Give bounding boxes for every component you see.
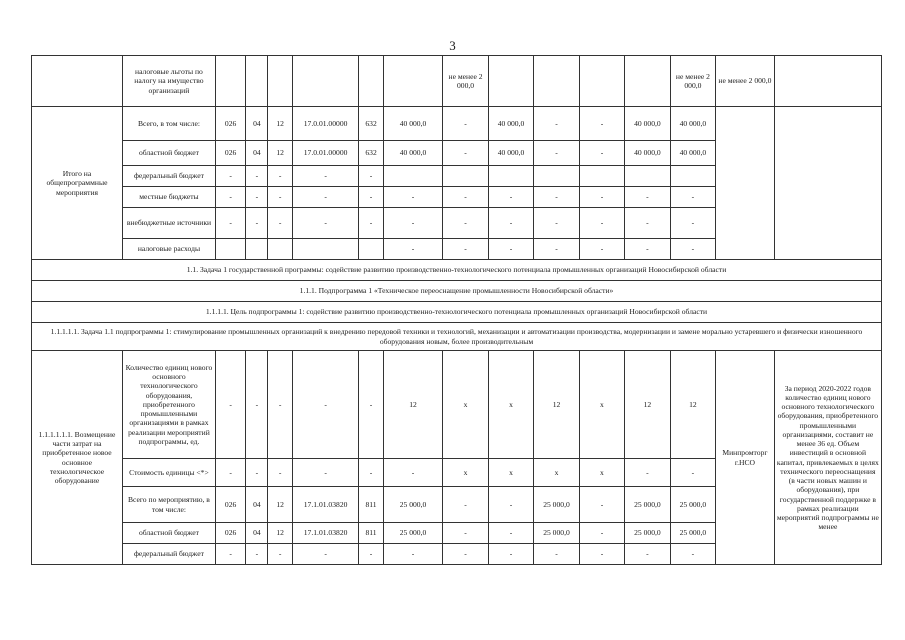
- vr-cell: [359, 239, 383, 260]
- pr-cell: -: [268, 459, 292, 487]
- row-label: Количество единиц нового основного технологического оборудования, приобретенного промышленными организациями в рамках реализации мероприятий подпрограммы, ед.: [122, 351, 215, 459]
- vr-cell: -: [359, 459, 383, 487]
- value-cell: х: [443, 351, 488, 459]
- rz-cell: 04: [246, 523, 268, 544]
- pr-cell: -: [268, 351, 292, 459]
- vr-cell: -: [359, 208, 383, 239]
- grbs-cell: [215, 239, 245, 260]
- rz-cell: -: [246, 166, 268, 187]
- value-cell: -: [670, 208, 715, 239]
- pr-cell: 12: [268, 487, 292, 523]
- value-cell: 40 000,0: [488, 107, 533, 141]
- value-cell: -: [670, 239, 715, 260]
- value-cell: -: [443, 523, 488, 544]
- value-cell: [488, 166, 533, 187]
- csr-cell: 17.0.01.00000: [292, 141, 359, 166]
- rz-cell: -: [246, 544, 268, 565]
- value-cell: -: [625, 544, 670, 565]
- value-cell: 25 000,0: [625, 487, 670, 523]
- vr-cell: -: [359, 166, 383, 187]
- value-cell: -: [534, 187, 579, 208]
- grbs-cell: 026: [215, 523, 245, 544]
- table-cell: [488, 56, 533, 107]
- value-cell: 25 000,0: [534, 523, 579, 544]
- grbs-cell: -: [215, 166, 245, 187]
- value-cell: 25 000,0: [383, 523, 443, 544]
- rz-cell: -: [246, 351, 268, 459]
- value-cell: -: [534, 544, 579, 565]
- pr-cell: -: [268, 187, 292, 208]
- value-cell: 25 000,0: [670, 487, 715, 523]
- value-cell: 25 000,0: [534, 487, 579, 523]
- value-cell: -: [443, 544, 488, 565]
- value-cell: 40 000,0: [670, 107, 715, 141]
- section-row: [32, 260, 882, 281]
- table-cell: [292, 56, 359, 107]
- value-cell: -: [488, 523, 533, 544]
- value-cell: -: [383, 459, 443, 487]
- value-cell: х: [488, 459, 533, 487]
- value-cell: 12: [534, 351, 579, 459]
- value-cell: -: [488, 487, 533, 523]
- table-cell: [534, 56, 579, 107]
- goal-heading: 1.1.1.1. Цель подпрограммы 1: содействие развитию производственно-технологического потенциала промышленных организаций Новосибирской области: [32, 302, 882, 323]
- value-cell: х: [488, 351, 533, 459]
- csr-cell: -: [292, 187, 359, 208]
- program-measures-table: [31, 55, 882, 565]
- grbs-cell: -: [215, 351, 245, 459]
- csr-cell: 17.1.01.03820: [292, 487, 359, 523]
- value-cell: -: [534, 208, 579, 239]
- value-cell: 40 000,0: [383, 107, 443, 141]
- value-cell: -: [625, 208, 670, 239]
- value-cell: -: [443, 208, 488, 239]
- value-cell: 25 000,0: [670, 523, 715, 544]
- page-number: 3: [449, 38, 456, 53]
- value-cell: 12: [383, 351, 443, 459]
- value-cell: -: [670, 187, 715, 208]
- value-cell: 12: [625, 351, 670, 459]
- executor-cell: [716, 107, 775, 260]
- vr-cell: 632: [359, 107, 383, 141]
- row-label: федеральный бюджет: [122, 544, 215, 565]
- subtask-heading: 1.1.1.1.1. Задача 1.1 подпрограммы 1: стимулирование промышленных организаций к внедрению передовой техники и технологий, механизации и автоматизации производства, модернизации и замене морально устаревшего и физически изношенного оборудования новым, более производительным: [32, 323, 882, 351]
- row-label: местные бюджеты: [122, 187, 215, 208]
- rz-cell: -: [246, 187, 268, 208]
- value-cell: -: [383, 187, 443, 208]
- value-cell: -: [625, 187, 670, 208]
- vr-cell: 632: [359, 141, 383, 166]
- row-label: Всего по мероприятию, в том числе:: [122, 487, 215, 523]
- pr-cell: 12: [268, 523, 292, 544]
- pr-cell: 12: [268, 141, 292, 166]
- grbs-cell: 026: [215, 487, 245, 523]
- value-cell: [383, 166, 443, 187]
- grbs-cell: -: [215, 187, 245, 208]
- table-cell: не менее 2 000,0: [670, 56, 715, 107]
- value-cell: -: [488, 544, 533, 565]
- vr-cell: -: [359, 544, 383, 565]
- section-row: [32, 302, 882, 323]
- value-cell: -: [443, 239, 488, 260]
- table-cell: [774, 56, 881, 107]
- table-cell: [32, 56, 123, 107]
- value-cell: -: [579, 544, 624, 565]
- value-cell: -: [383, 208, 443, 239]
- value-cell: -: [579, 208, 624, 239]
- value-cell: [625, 166, 670, 187]
- rz-cell: 04: [246, 141, 268, 166]
- value-cell: -: [443, 487, 488, 523]
- value-cell: 25 000,0: [625, 523, 670, 544]
- pr-cell: -: [268, 166, 292, 187]
- table-cell: [383, 56, 443, 107]
- value-cell: -: [383, 544, 443, 565]
- table-cell: не менее 2 000,0: [716, 56, 775, 107]
- executor-cell: Минпромторг г.НСО: [716, 351, 775, 565]
- value-cell: -: [625, 459, 670, 487]
- row-label: Стоимость единицы <*>: [122, 459, 215, 487]
- row-label: федеральный бюджет: [122, 166, 215, 187]
- table-row: [32, 56, 882, 107]
- table-row: [32, 351, 882, 459]
- value-cell: х: [443, 459, 488, 487]
- value-cell: 25 000,0: [383, 487, 443, 523]
- value-cell: -: [383, 239, 443, 260]
- csr-cell: -: [292, 544, 359, 565]
- value-cell: -: [534, 141, 579, 166]
- csr-cell: -: [292, 208, 359, 239]
- value-cell: -: [534, 239, 579, 260]
- result-cell: [774, 107, 881, 260]
- task-heading: 1.1. Задача 1 государственной программы: содействие развитию производственно-технологического потенциала промышленных организаций Новосибирской области: [32, 260, 882, 281]
- vr-cell: 811: [359, 523, 383, 544]
- value-cell: -: [579, 187, 624, 208]
- csr-cell: 17.1.01.03820: [292, 523, 359, 544]
- value-cell: -: [579, 107, 624, 141]
- table-cell: [246, 56, 268, 107]
- value-cell: х: [534, 459, 579, 487]
- subprogram-heading: 1.1.1. Подпрограмма 1 «Техническое переоснащение промышленности Новосибирской области»: [32, 281, 882, 302]
- row-label: внебюджетные источники: [122, 208, 215, 239]
- row-label: областной бюджет: [122, 141, 215, 166]
- grbs-cell: -: [215, 208, 245, 239]
- value-cell: -: [625, 239, 670, 260]
- vr-cell: 811: [359, 487, 383, 523]
- section-row: [32, 323, 882, 351]
- grbs-cell: -: [215, 459, 245, 487]
- csr-cell: -: [292, 351, 359, 459]
- value-cell: -: [488, 208, 533, 239]
- table-cell: [625, 56, 670, 107]
- rz-cell: 04: [246, 487, 268, 523]
- table-row: [32, 107, 882, 141]
- value-cell: -: [534, 107, 579, 141]
- value-cell: -: [443, 141, 488, 166]
- pr-cell: -: [268, 208, 292, 239]
- table-cell: [579, 56, 624, 107]
- pr-cell: [268, 239, 292, 260]
- row-label: налоговые расходы: [122, 239, 215, 260]
- grbs-cell: -: [215, 544, 245, 565]
- csr-cell: 17.0.01.00000: [292, 107, 359, 141]
- measure-title: 1.1.1.1.1.1. Возмещение части затрат на приобретенное новое основное технологическое оборудование: [32, 351, 123, 565]
- csr-cell: -: [292, 166, 359, 187]
- value-cell: [443, 166, 488, 187]
- value-cell: 40 000,0: [625, 141, 670, 166]
- csr-cell: -: [292, 459, 359, 487]
- csr-cell: [292, 239, 359, 260]
- value-cell: 40 000,0: [383, 141, 443, 166]
- value-cell: 12: [670, 351, 715, 459]
- value-cell: -: [670, 459, 715, 487]
- pr-cell: -: [268, 544, 292, 565]
- grbs-cell: 026: [215, 107, 245, 141]
- value-cell: -: [488, 187, 533, 208]
- value-cell: [670, 166, 715, 187]
- value-cell: -: [443, 107, 488, 141]
- value-cell: х: [579, 459, 624, 487]
- value-cell: -: [579, 239, 624, 260]
- rz-cell: -: [246, 459, 268, 487]
- value-cell: [579, 166, 624, 187]
- section-row: [32, 281, 882, 302]
- table-cell: [359, 56, 383, 107]
- pr-cell: 12: [268, 107, 292, 141]
- vr-cell: -: [359, 351, 383, 459]
- value-cell: -: [443, 187, 488, 208]
- rz-cell: 04: [246, 107, 268, 141]
- value-cell: -: [579, 487, 624, 523]
- vr-cell: -: [359, 187, 383, 208]
- table-cell: не менее 2 000,0: [443, 56, 488, 107]
- value-cell: 40 000,0: [670, 141, 715, 166]
- row-label: областной бюджет: [122, 523, 215, 544]
- table-cell: [268, 56, 292, 107]
- total-title: Итого на общепрограммные мероприятия: [32, 107, 123, 260]
- row-label: Всего, в том числе:: [122, 107, 215, 141]
- value-cell: -: [488, 239, 533, 260]
- value-cell: 40 000,0: [488, 141, 533, 166]
- rz-cell: -: [246, 208, 268, 239]
- value-cell: 40 000,0: [625, 107, 670, 141]
- result-cell: За период 2020-2022 годов количество единиц нового основного технологического оборудования, приобретенного промышленными организациями, составит не менее 36 ед. Объем инвестиций в основной капитал, привлекаемых в целях технического переоснащения (в части новых машин и оборудования), при государственной поддержке в рамках реализации мероприятий подпрограммы не менее: [774, 351, 881, 565]
- table-cell: [215, 56, 245, 107]
- value-cell: -: [670, 544, 715, 565]
- value-cell: -: [579, 523, 624, 544]
- value-cell: -: [579, 141, 624, 166]
- row-label: налоговые льготы по налогу на имущество организаций: [122, 56, 215, 107]
- grbs-cell: 026: [215, 141, 245, 166]
- value-cell: [534, 166, 579, 187]
- rz-cell: [246, 239, 268, 260]
- value-cell: х: [579, 351, 624, 459]
